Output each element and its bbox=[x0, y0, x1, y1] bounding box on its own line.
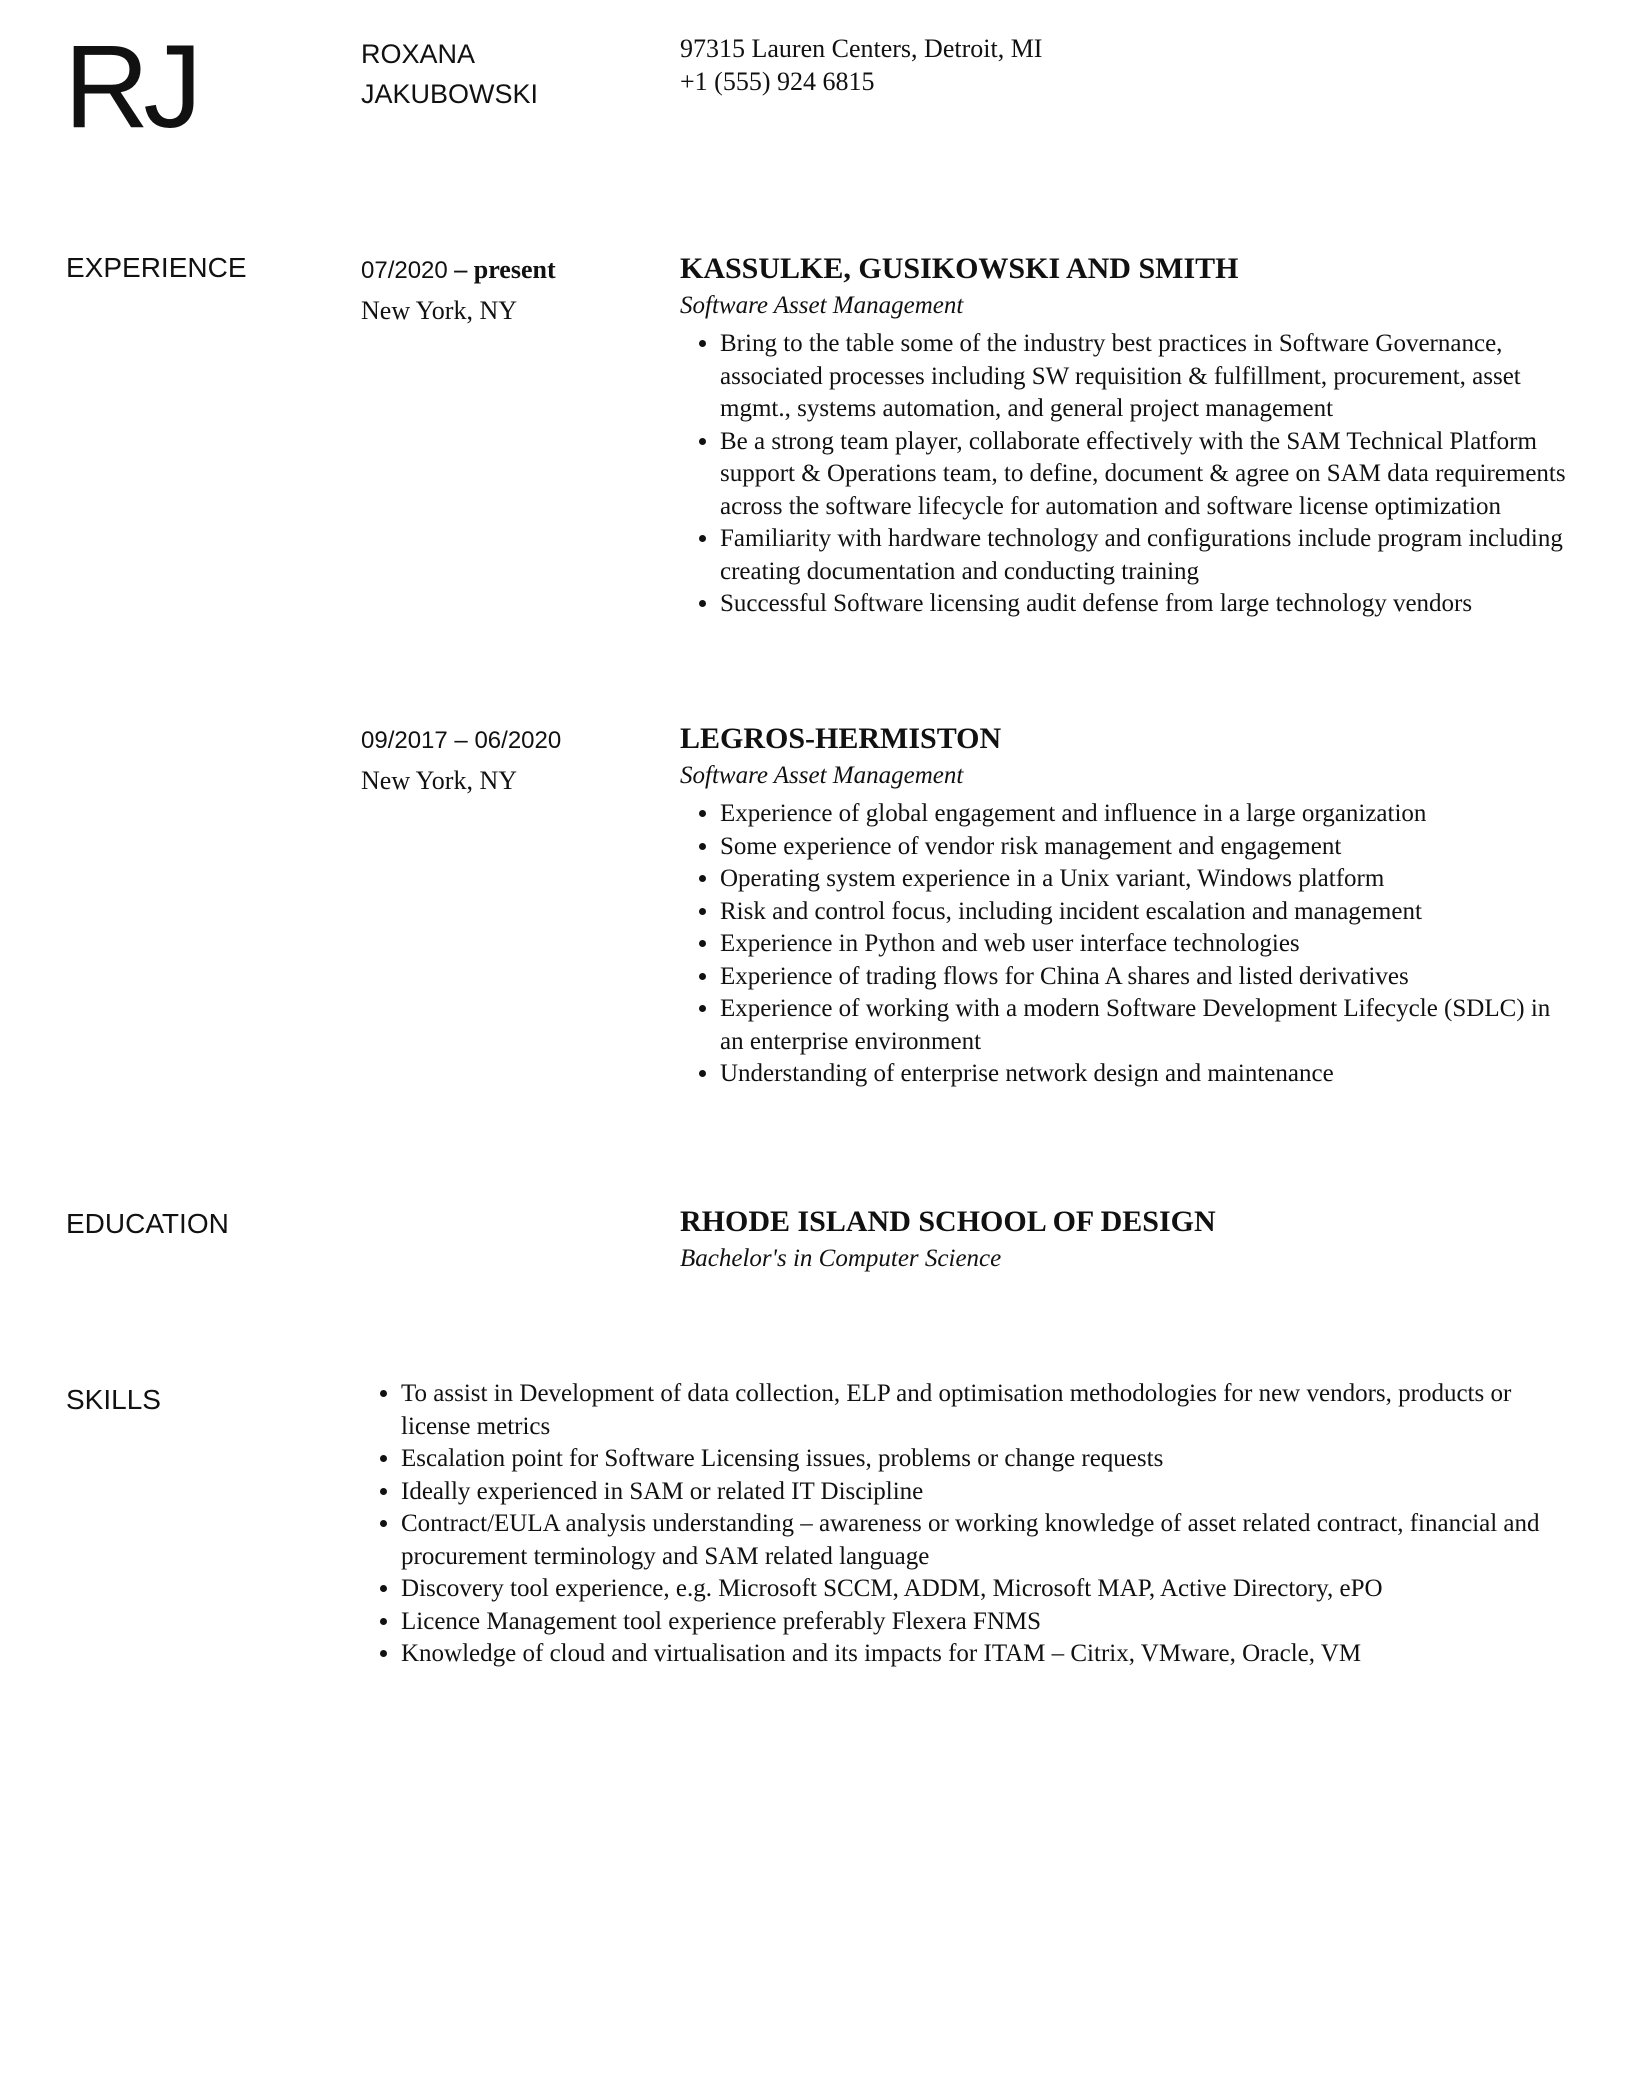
job-1-date-sep: – bbox=[447, 255, 474, 284]
job-1-bullets bbox=[680, 328, 1580, 621]
list-item: • Experience of global engagement and influence in a large organization bbox=[720, 798, 1580, 831]
last-name: JAKUBOWSKI bbox=[361, 79, 539, 109]
list-item: • Experience of trading flows for China A shares and listed derivatives bbox=[720, 961, 1580, 994]
job-2-employer: LEGROS-HERMISTON bbox=[680, 722, 1002, 755]
list-item: • Discovery tool experience, e.g. Microsoft SCCM, ADDM, Microsoft MAP, Active Directory, ePO bbox=[401, 1573, 1571, 1606]
job-1-dates bbox=[361, 250, 661, 291]
contact-block bbox=[680, 32, 1042, 98]
job-2-role: Software Asset Management bbox=[680, 762, 964, 789]
experience-heading: EXPERIENCE bbox=[66, 252, 247, 283]
job-2-date-sep: – bbox=[447, 727, 475, 754]
list-item: • To assist in Development of data collection, ELP and optimisation methodologies for new vendors, products or license metrics bbox=[401, 1378, 1571, 1443]
list-item: • Operating system experience in a Unix variant, Windows platform bbox=[720, 863, 1580, 896]
list-item: • Experience in Python and web user interface technologies bbox=[720, 928, 1580, 961]
education-details bbox=[680, 1203, 1580, 1277]
job-2-date-start: 09/2017 bbox=[361, 727, 448, 754]
job-2-meta bbox=[361, 720, 661, 801]
list-item: • Ideally experienced in SAM or related IT Discipline bbox=[401, 1476, 1571, 1509]
list-item: • Understanding of enterprise network design and maintenance bbox=[720, 1058, 1580, 1091]
job-1-date-end: present bbox=[473, 255, 556, 284]
list-item: • Risk and control focus, including incident escalation and management bbox=[720, 896, 1580, 929]
list-item: • Contract/EULA analysis understanding – awareness or working knowledge of asset related contract, financial and procurement terminology and SAM related language bbox=[401, 1508, 1571, 1573]
job-1-meta bbox=[361, 250, 661, 331]
job-2-dates bbox=[361, 720, 661, 761]
first-name: ROXANA bbox=[361, 39, 476, 69]
job-2-bullets bbox=[680, 798, 1580, 1091]
skills-block bbox=[361, 1378, 1571, 1671]
skills-heading: SKILLS bbox=[66, 1384, 161, 1415]
monogram: RJ bbox=[64, 21, 197, 153]
job-1-role: Software Asset Management bbox=[680, 292, 964, 319]
phone: +1 (555) 924 6815 bbox=[680, 67, 875, 96]
list-item: • Be a strong team player, collaborate effectively with the SAM Technical Platform support & Operations team, to define, document & agree on SAM data requirements across the software lifecycle for automation and software license optimization bbox=[720, 426, 1580, 524]
list-item: • Escalation point for Software Licensing issues, problems or change requests bbox=[401, 1443, 1571, 1476]
list-item: • Bring to the table some of the industry best practices in Software Governance, associated processes including SW requisition & fulfillment, procurement, asset mgmt., systems automation, and general project management bbox=[720, 328, 1580, 426]
job-1-details bbox=[680, 250, 1580, 621]
list-item: • Familiarity with hardware technology and configurations include program including creating documentation and conducting training bbox=[720, 523, 1580, 588]
job-2-date-end: 06/2020 bbox=[474, 727, 562, 754]
list-item: • Experience of working with a modern Software Development Lifecycle (SDLC) in an enterprise environment bbox=[720, 993, 1580, 1058]
job-1-employer: KASSULKE, GUSIKOWSKI AND SMITH bbox=[680, 252, 1239, 285]
education-degree: Bachelor's in Computer Science bbox=[680, 1245, 1002, 1272]
list-item: • Licence Management tool experience preferably Flexera FNMS bbox=[401, 1606, 1571, 1639]
job-1-location: New York, NY bbox=[361, 296, 518, 325]
candidate-name bbox=[361, 34, 621, 114]
job-2-details bbox=[680, 720, 1580, 1091]
job-2-location: New York, NY bbox=[361, 766, 518, 795]
list-item: • Successful Software licensing audit defense from large technology vendors bbox=[720, 588, 1580, 621]
address: 97315 Lauren Centers, Detroit, MI bbox=[680, 34, 1043, 63]
education-heading: EDUCATION bbox=[66, 1208, 229, 1239]
skills-list bbox=[361, 1378, 1571, 1671]
list-item: • Some experience of vendor risk management and engagement bbox=[720, 831, 1580, 864]
list-item: • Knowledge of cloud and virtualisation and its impacts for ITAM – Citrix, VMware, Oracle, VM bbox=[401, 1638, 1571, 1671]
job-1-date-start: 07/2020 bbox=[361, 257, 448, 284]
education-school: RHODE ISLAND SCHOOL OF DESIGN bbox=[680, 1205, 1216, 1238]
